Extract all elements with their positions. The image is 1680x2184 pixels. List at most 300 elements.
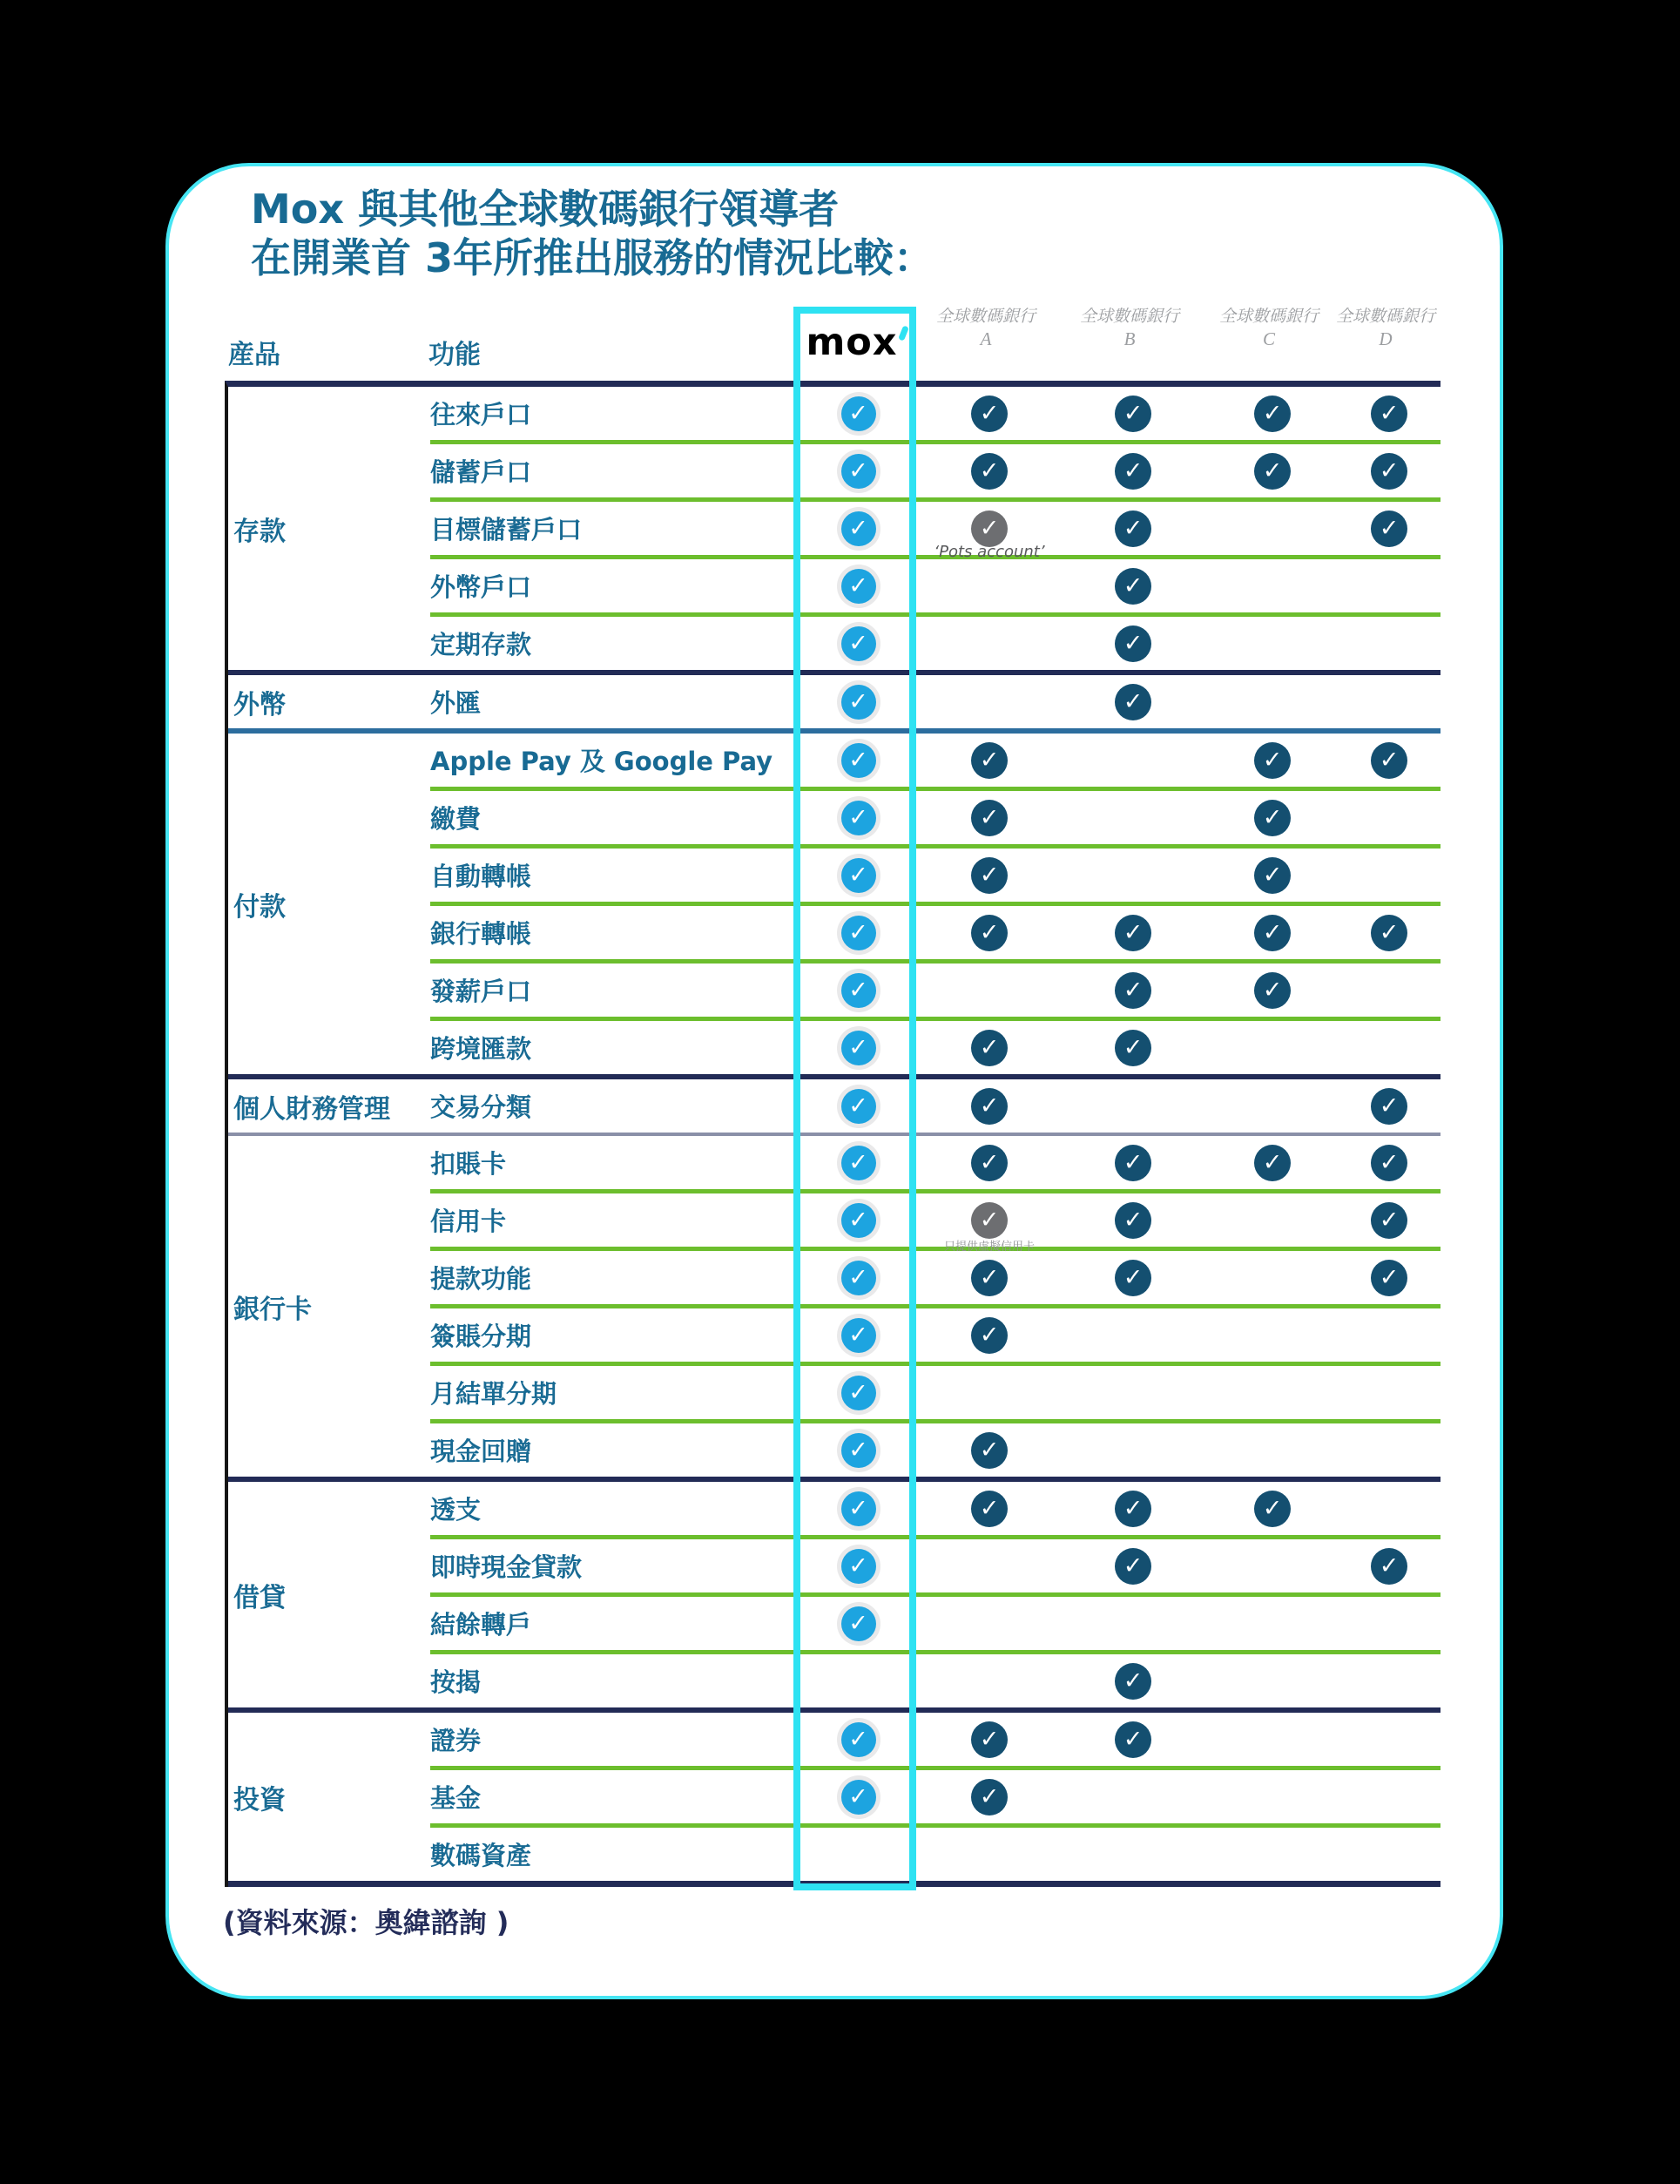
check-cell xyxy=(1338,387,1440,440)
check-icon-bank: ✓ xyxy=(971,1432,1008,1469)
check-cell xyxy=(1207,734,1338,787)
check-icon-mox: ✓ xyxy=(841,1261,876,1295)
check-icon-bank: ✓ xyxy=(1115,1030,1151,1066)
table-row xyxy=(430,1362,1440,1419)
table-row xyxy=(430,1713,1440,1766)
check-cell xyxy=(920,1482,1059,1535)
source-note: (資料來源：奧緯諮詢 ) xyxy=(223,1906,509,1939)
check-icon-mox: ✓ xyxy=(841,858,876,893)
check-cell xyxy=(1207,1193,1338,1247)
group-rows xyxy=(430,1713,1440,1881)
check-icon-bank: ✓ xyxy=(1115,1145,1151,1181)
comparison-table xyxy=(225,381,1440,1887)
check-icon-mox: ✓ xyxy=(841,396,876,431)
check-cell xyxy=(1207,1713,1338,1766)
group-rows xyxy=(430,734,1440,1074)
check-cell xyxy=(1059,1597,1207,1650)
group-label: 存款 xyxy=(233,516,286,547)
column-header-feature: 功能 xyxy=(428,340,481,370)
check-cell xyxy=(1207,906,1338,959)
mox-logo xyxy=(806,321,904,364)
table-row xyxy=(430,555,1440,612)
check-cell xyxy=(1059,964,1207,1017)
check-icon-mox: ✓ xyxy=(841,511,876,546)
check-cell xyxy=(1207,1251,1338,1304)
feature-label: 往來戶口 xyxy=(430,400,532,429)
group-rows xyxy=(430,675,1440,728)
check-icon-mox: ✓ xyxy=(841,1606,876,1641)
feature-label: 證券 xyxy=(430,1726,482,1755)
check-icon-bank: ✓ xyxy=(1254,1491,1291,1527)
table-group xyxy=(228,675,1440,734)
group-rows xyxy=(430,1136,1440,1477)
table-row xyxy=(430,1482,1440,1535)
group-rows xyxy=(430,1079,1440,1133)
check-cell xyxy=(1059,1423,1207,1477)
check-cell xyxy=(1207,1423,1338,1477)
check-cell xyxy=(920,1193,1059,1254)
check-cell xyxy=(797,617,920,670)
check-cell xyxy=(1059,1251,1207,1304)
check-cell xyxy=(1207,1828,1338,1881)
table-row xyxy=(430,1136,1440,1189)
check-cell xyxy=(1059,1366,1207,1419)
check-cell xyxy=(797,1713,920,1766)
check-icon-mox: ✓ xyxy=(841,973,876,1008)
check-cell xyxy=(920,1597,1059,1650)
check-icon-bank: ✓ xyxy=(971,742,1008,779)
check-cell xyxy=(1207,444,1338,497)
check-cell xyxy=(797,791,920,844)
check-icon-bank: ✓ xyxy=(971,1779,1008,1815)
check-cell xyxy=(1059,675,1207,728)
page-title xyxy=(251,185,934,282)
check-cell xyxy=(920,1828,1059,1881)
check-cell xyxy=(1338,1021,1440,1074)
check-icon-bank: ✓ xyxy=(971,915,1008,951)
check-cell xyxy=(1207,791,1338,844)
table-group xyxy=(228,1079,1440,1136)
bank-name: 全球數碼銀行 xyxy=(1218,308,1319,326)
check-cell xyxy=(797,1654,920,1707)
feature-label: 儲蓄戶口 xyxy=(430,457,532,487)
check-cell xyxy=(920,1079,1059,1133)
check-cell xyxy=(1059,1021,1207,1074)
check-cell xyxy=(1059,1079,1207,1133)
table-row xyxy=(430,959,1440,1017)
feature-label: 扣賬卡 xyxy=(430,1149,507,1179)
table-row xyxy=(430,1189,1440,1254)
check-cell xyxy=(1207,1770,1338,1823)
table-row xyxy=(430,387,1440,440)
group-label: 外幣 xyxy=(233,689,286,720)
check-icon-bank: ✓ xyxy=(1371,1088,1407,1125)
column-header-product: 産品 xyxy=(228,340,280,370)
check-cell xyxy=(1207,387,1338,440)
check-cell xyxy=(1059,444,1207,497)
check-cell xyxy=(1338,1251,1440,1304)
check-icon-bank: ✓ xyxy=(1371,742,1407,779)
check-icon-bank: ✓ xyxy=(1254,453,1291,490)
bank-letter: C xyxy=(1262,328,1275,349)
feature-label: 外匯 xyxy=(430,688,482,718)
check-cell xyxy=(797,964,920,1017)
check-icon-bank: ✓ xyxy=(1254,742,1291,779)
check-icon-mox: ✓ xyxy=(841,1780,876,1815)
check-cell xyxy=(1207,617,1338,670)
check-icon-bank: ✓ xyxy=(1115,396,1151,432)
check-cell xyxy=(920,849,1059,902)
check-icon-bank: ✓ xyxy=(971,1030,1008,1066)
check-cell xyxy=(1059,1308,1207,1362)
check-cell xyxy=(920,964,1059,1017)
check-cell xyxy=(797,559,920,612)
feature-label: 即時現金貸款 xyxy=(430,1552,583,1582)
check-icon-mox: ✓ xyxy=(841,1203,876,1238)
page-title-line1: Mox 與其他全球數碼銀行領導者 xyxy=(251,186,840,233)
check-icon-bank: ✓ xyxy=(971,800,1008,836)
check-cell xyxy=(1338,1539,1440,1592)
table-row xyxy=(430,1650,1440,1707)
group-rows xyxy=(430,387,1440,670)
check-cell xyxy=(1338,1597,1440,1650)
check-cell xyxy=(920,617,1059,670)
check-cell xyxy=(1338,617,1440,670)
check-icon-bank: ✓ xyxy=(1115,684,1151,720)
check-cell xyxy=(1338,1079,1440,1133)
check-cell xyxy=(920,1654,1059,1707)
check-icon-mox: ✓ xyxy=(841,1722,876,1757)
check-icon-bank: ✓ xyxy=(1115,1491,1151,1527)
check-cell xyxy=(1207,1079,1338,1133)
feature-label: 透支 xyxy=(430,1495,482,1525)
table-row xyxy=(430,1592,1440,1650)
check-cell xyxy=(797,1597,920,1650)
table-row xyxy=(430,1079,1440,1133)
group-rows xyxy=(430,1482,1440,1707)
feature-label: 自動轉帳 xyxy=(430,862,532,891)
table-row xyxy=(430,497,1440,561)
table-row xyxy=(430,612,1440,670)
check-icon-bank: ✓ xyxy=(971,1721,1008,1758)
feature-label: 信用卡 xyxy=(430,1207,507,1236)
check-icon-bank: ✓ xyxy=(1371,1145,1407,1181)
check-icon-bank: ✓ xyxy=(1254,1145,1291,1181)
check-cell xyxy=(920,387,1059,440)
check-cell xyxy=(1338,1308,1440,1362)
check-cell xyxy=(1338,1713,1440,1766)
check-cell xyxy=(920,675,1059,728)
check-cell xyxy=(1338,1482,1440,1535)
check-cell xyxy=(1059,1482,1207,1535)
check-icon-mox: ✓ xyxy=(841,1089,876,1124)
table-row xyxy=(430,1017,1440,1074)
group-label: 付款 xyxy=(233,891,286,923)
feature-label: 繳費 xyxy=(430,804,482,834)
check-cell xyxy=(1207,502,1338,555)
check-icon-mox: ✓ xyxy=(841,801,876,835)
check-cell xyxy=(797,387,920,440)
check-icon-mox: ✓ xyxy=(841,1146,876,1180)
table-group xyxy=(228,387,1440,675)
check-icon-bank: ✓ xyxy=(1115,568,1151,605)
check-icon-partial: ✓ xyxy=(971,511,1008,547)
check-cell xyxy=(1338,1136,1440,1189)
check-icon-bank: ✓ xyxy=(1115,625,1151,662)
check-cell xyxy=(1338,502,1440,555)
feature-label: 跨境匯款 xyxy=(430,1034,532,1064)
check-icon-bank: ✓ xyxy=(1371,1202,1407,1239)
check-icon-bank: ✓ xyxy=(1115,1721,1151,1758)
check-cell xyxy=(920,1423,1059,1477)
check-cell xyxy=(797,1193,920,1247)
check-icon-mox: ✓ xyxy=(841,1376,876,1410)
check-cell xyxy=(1207,1654,1338,1707)
check-icon-bank: ✓ xyxy=(1254,396,1291,432)
check-cell xyxy=(1338,675,1440,728)
check-icon-bank: ✓ xyxy=(971,1491,1008,1527)
feature-label: 發薪戶口 xyxy=(430,977,532,1006)
check-icon-mox: ✓ xyxy=(841,1491,876,1526)
group-label: 銀行卡 xyxy=(233,1294,312,1325)
check-cell xyxy=(920,1539,1059,1592)
check-cell xyxy=(1338,444,1440,497)
check-cell xyxy=(797,1482,920,1535)
check-cell xyxy=(797,444,920,497)
check-cell xyxy=(1207,1482,1338,1535)
table-group xyxy=(228,1482,1440,1713)
check-cell xyxy=(1338,964,1440,1017)
check-cell xyxy=(1059,1539,1207,1592)
check-cell xyxy=(1059,502,1207,555)
check-icon-mox: ✓ xyxy=(841,1549,876,1584)
table-row xyxy=(430,787,1440,844)
check-icon-mox: ✓ xyxy=(841,685,876,720)
feature-label: 數碼資產 xyxy=(430,1841,532,1870)
check-icon-bank: ✓ xyxy=(971,396,1008,432)
bank-letter: D xyxy=(1379,328,1393,349)
check-cell xyxy=(1338,1366,1440,1419)
check-note: ‘Pots account’ xyxy=(934,543,1045,561)
table-group xyxy=(228,1713,1440,1887)
check-icon-bank: ✓ xyxy=(1115,915,1151,951)
check-cell xyxy=(797,906,920,959)
check-cell xyxy=(920,734,1059,787)
check-cell xyxy=(1059,1654,1207,1707)
table-row xyxy=(430,1823,1440,1881)
bank-name: 全球數碼銀行 xyxy=(935,308,1036,326)
check-cell xyxy=(797,502,920,555)
check-icon-bank: ✓ xyxy=(1371,396,1407,432)
check-cell xyxy=(1338,849,1440,902)
check-icon-bank: ✓ xyxy=(1254,800,1291,836)
check-icon-bank: ✓ xyxy=(1115,1202,1151,1239)
check-cell xyxy=(920,1136,1059,1189)
check-cell xyxy=(1338,906,1440,959)
check-cell xyxy=(1059,1193,1207,1247)
check-icon-mox: ✓ xyxy=(841,743,876,778)
check-icon-bank: ✓ xyxy=(1371,1260,1407,1296)
check-cell xyxy=(797,849,920,902)
bank-letter: B xyxy=(1123,328,1136,349)
check-cell xyxy=(797,675,920,728)
check-cell xyxy=(920,1770,1059,1823)
check-icon-bank: ✓ xyxy=(971,1145,1008,1181)
group-label: 個人財務管理 xyxy=(233,1093,390,1125)
feature-label: 外幣戶口 xyxy=(430,572,532,602)
check-cell xyxy=(1059,849,1207,902)
feature-label: 結餘轉戶 xyxy=(430,1610,532,1640)
check-icon-mox: ✓ xyxy=(841,1433,876,1468)
check-cell xyxy=(1059,387,1207,440)
check-cell xyxy=(797,1828,920,1881)
check-cell xyxy=(1338,791,1440,844)
check-cell xyxy=(1207,1366,1338,1419)
check-icon-bank: ✓ xyxy=(1371,453,1407,490)
check-cell xyxy=(1207,1308,1338,1362)
check-icon-mox: ✓ xyxy=(841,626,876,661)
check-icon-bank: ✓ xyxy=(971,1317,1008,1354)
check-cell xyxy=(920,1308,1059,1362)
check-cell xyxy=(920,502,1059,561)
check-icon-bank: ✓ xyxy=(1371,511,1407,547)
feature-label: 現金回贈 xyxy=(430,1437,532,1466)
check-cell xyxy=(797,1021,920,1074)
check-cell xyxy=(797,1770,920,1823)
feature-label: 提款功能 xyxy=(430,1264,532,1294)
check-cell xyxy=(1207,1539,1338,1592)
bank-column-header-b xyxy=(1056,306,1204,350)
table-row xyxy=(430,902,1440,959)
check-cell xyxy=(920,1251,1059,1304)
check-cell xyxy=(1207,675,1338,728)
mox-logo-text: mox xyxy=(806,321,898,364)
check-cell xyxy=(1207,559,1338,612)
check-cell xyxy=(920,791,1059,844)
check-note: 只提供虛擬信用卡 xyxy=(943,1241,1036,1254)
check-cell xyxy=(797,1251,920,1304)
check-cell xyxy=(1059,617,1207,670)
page-title-line2: 在開業首 3年所推出服務的情況比較： xyxy=(251,234,934,281)
check-cell xyxy=(1059,1136,1207,1189)
table-row xyxy=(430,1247,1440,1304)
table-row xyxy=(430,844,1440,902)
check-cell xyxy=(1338,1193,1440,1247)
check-icon-mox: ✓ xyxy=(841,1031,876,1065)
check-icon-mox: ✓ xyxy=(841,1318,876,1353)
group-label: 借貸 xyxy=(233,1582,286,1613)
check-cell xyxy=(920,1021,1059,1074)
check-cell xyxy=(920,1366,1059,1419)
check-icon-bank: ✓ xyxy=(1115,1548,1151,1585)
feature-label: 基金 xyxy=(430,1783,482,1813)
check-icon-bank: ✓ xyxy=(1115,1663,1151,1700)
feature-label: 銀行轉帳 xyxy=(430,919,532,949)
table-row xyxy=(430,675,1440,728)
check-cell xyxy=(920,906,1059,959)
check-cell xyxy=(1207,964,1338,1017)
check-cell xyxy=(1338,559,1440,612)
check-cell xyxy=(797,1079,920,1133)
bank-letter: A xyxy=(980,328,992,349)
check-cell xyxy=(1338,1828,1440,1881)
bank-name: 全球數碼銀行 xyxy=(1335,308,1435,326)
check-icon-partial: ✓ xyxy=(971,1202,1008,1239)
feature-label: 交易分類 xyxy=(430,1092,532,1122)
table-row xyxy=(430,734,1440,787)
check-cell xyxy=(1059,791,1207,844)
check-icon-mox: ✓ xyxy=(841,569,876,604)
table-row xyxy=(430,1419,1440,1477)
feature-label: Apple Pay 及 Google Pay xyxy=(430,747,773,776)
feature-label: 目標儲蓄戶口 xyxy=(430,515,583,544)
check-icon-mox: ✓ xyxy=(841,916,876,950)
check-cell xyxy=(1338,1423,1440,1477)
check-cell xyxy=(797,1136,920,1189)
check-cell xyxy=(920,1713,1059,1766)
check-cell xyxy=(797,1366,920,1419)
check-cell xyxy=(920,444,1059,497)
check-icon-bank: ✓ xyxy=(1115,453,1151,490)
check-icon-bank: ✓ xyxy=(1254,972,1291,1009)
check-icon-bank: ✓ xyxy=(1254,915,1291,951)
table-group xyxy=(228,1136,1440,1482)
check-cell xyxy=(1059,1828,1207,1881)
feature-label: 月結單分期 xyxy=(430,1379,557,1409)
group-label: 投資 xyxy=(233,1784,286,1815)
check-cell xyxy=(1207,1597,1338,1650)
check-cell xyxy=(797,1308,920,1362)
check-icon-mox: ✓ xyxy=(841,454,876,489)
check-cell xyxy=(1207,1021,1338,1074)
table-row xyxy=(430,1535,1440,1592)
feature-label: 定期存款 xyxy=(430,630,532,659)
check-icon-bank: ✓ xyxy=(971,857,1008,894)
check-cell xyxy=(797,1423,920,1477)
check-icon-bank: ✓ xyxy=(971,1260,1008,1296)
table-row xyxy=(430,440,1440,497)
bank-column-header-a xyxy=(912,306,1060,350)
table-group xyxy=(228,734,1440,1079)
bank-column-header-d xyxy=(1312,306,1460,350)
check-cell xyxy=(920,559,1059,612)
check-icon-bank: ✓ xyxy=(1254,857,1291,894)
feature-label: 簽賬分期 xyxy=(430,1322,532,1351)
check-icon-bank: ✓ xyxy=(1115,972,1151,1009)
feature-label: 按揭 xyxy=(430,1667,482,1697)
check-cell xyxy=(1338,1770,1440,1823)
check-cell xyxy=(1059,559,1207,612)
check-icon-bank: ✓ xyxy=(971,1088,1008,1125)
check-cell xyxy=(1338,734,1440,787)
check-cell xyxy=(1207,849,1338,902)
check-cell xyxy=(1059,1713,1207,1766)
check-icon-bank: ✓ xyxy=(1115,1260,1151,1296)
check-icon-bank: ✓ xyxy=(1371,915,1407,951)
table-row xyxy=(430,1304,1440,1362)
table-row xyxy=(430,1766,1440,1823)
check-cell xyxy=(1059,906,1207,959)
bank-name: 全球數碼銀行 xyxy=(1079,308,1179,326)
check-cell xyxy=(1338,1654,1440,1707)
check-cell xyxy=(1059,1770,1207,1823)
check-cell xyxy=(797,734,920,787)
check-cell xyxy=(797,1539,920,1592)
check-icon-bank: ✓ xyxy=(971,453,1008,490)
check-cell xyxy=(1207,1136,1338,1189)
check-cell xyxy=(1059,734,1207,787)
check-icon-bank: ✓ xyxy=(1115,511,1151,547)
